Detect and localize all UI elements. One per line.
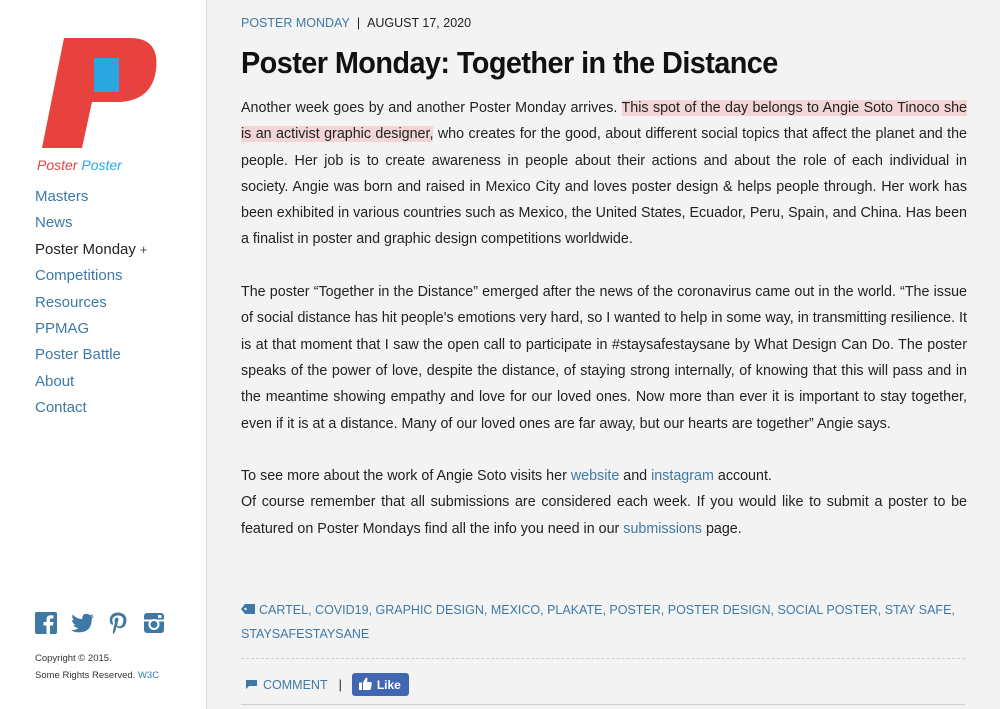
tag-link[interactable]: STAY SAFE <box>884 603 952 617</box>
paragraph: The poster “Together in the Distance” emerged after the news of the coronavirus came out in the world. “The issue of social distance has hit people's emotions very hard, so I wanted to help in some way, in transmitting resilience. It is at that moment that I saw the open call to participate in #staysafestaysane by What Design Can Do. The poster speaks of the power of love, despite the distance, of staying strong internally, of knowing that this will pass and in the meantime showing empathy and love for our loved ones. Now more than ever it is important to stay together, even if it is at a distance. Many of our loved ones are far away, but our hearts are together” Angie says. <box>241 284 967 432</box>
divider <box>241 658 965 659</box>
facebook-icon[interactable] <box>35 612 59 634</box>
tag-link[interactable]: POSTER <box>609 603 661 617</box>
comment-link[interactable]: COMMENT <box>263 677 328 692</box>
nav-item-about[interactable] <box>35 372 147 398</box>
tag-list: CARTEL, COVID19, GRAPHIC DESIGN, MEXICO, PLAKATE, POSTER, POSTER DESIGN, SOCIAL POSTER, STAY SAFE, STAYSAFESTAYSANE <box>241 598 967 646</box>
nav-item-poster-battle[interactable] <box>35 345 147 371</box>
rights-text: Some Rights Reserved. <box>35 670 136 681</box>
nav-item-contact[interactable] <box>35 398 147 424</box>
logo-word-2: Poster <box>81 157 122 173</box>
copyright-notice <box>35 650 159 684</box>
post-date: AUGUST 17, 2020 <box>367 16 472 30</box>
post-title: Poster Monday: Together in the Distance <box>241 45 778 80</box>
tag-link[interactable]: GRAPHIC DESIGN <box>375 603 484 617</box>
nav-item-ppmag[interactable] <box>35 319 147 345</box>
nav-link[interactable]: Poster Battle <box>35 346 121 364</box>
category-link[interactable]: POSTER MONDAY <box>241 16 350 30</box>
nav-link[interactable]: News <box>35 214 73 232</box>
post-body <box>241 95 967 568</box>
paragraph-text: page. <box>701 520 742 537</box>
copyright-line: Copyright © 2015. <box>35 653 112 664</box>
tag-link[interactable]: MEXICO <box>490 603 541 617</box>
paragraph-text: who creates for the good, about different social topics that affect the planet and the people. Her job is to create awareness in people about their actions and about the role of each individual in society. Angie was born and raised in Mexico City and loves poster design & helps people through. Her work has been exhibited in various countries such as Mexico, the United States, Ecuador, Peru, Spain, and China. Has been a finalist in poster and graphic design competitions worldwide. <box>241 126 967 248</box>
paragraph-text: Of course remember that all submissions are considered each week. If you would like to submit a poster to be featured on Poster Mondays find all the info you need in our <box>241 494 967 537</box>
paragraph <box>241 463 967 489</box>
nav-link[interactable]: About <box>35 372 75 390</box>
paragraph <box>241 489 967 542</box>
submissions-link[interactable]: submissions <box>623 520 702 537</box>
main-nav <box>35 187 147 425</box>
twitter-icon[interactable] <box>71 612 95 634</box>
nav-item-resources[interactable] <box>35 293 147 319</box>
nav-link[interactable]: PPMAG <box>35 319 90 337</box>
action-separator: | <box>338 677 342 692</box>
tag-link[interactable]: COVID19 <box>315 603 369 617</box>
facebook-like-button[interactable] <box>352 673 409 696</box>
paragraph-text: and <box>619 468 652 485</box>
nav-item-poster-monday[interactable] <box>35 240 147 266</box>
nav-item-masters[interactable] <box>35 187 147 213</box>
paragraph-text: Another week goes by and another Poster Monday arrives. <box>241 100 622 116</box>
bottom-border <box>241 704 965 705</box>
tag-link[interactable]: STAYSAFESTAYSANE <box>241 627 370 641</box>
nav-item-competitions[interactable] <box>35 266 147 292</box>
nav-link[interactable]: Resources <box>35 293 107 311</box>
tag-link[interactable]: PLAKATE <box>547 603 603 617</box>
post-meta <box>241 16 471 30</box>
paragraph <box>241 95 967 253</box>
nav-link[interactable]: Poster Monday <box>35 240 136 258</box>
post-actions <box>245 673 409 696</box>
meta-separator: | <box>356 16 361 30</box>
nav-link[interactable]: Contact <box>35 399 87 417</box>
comment-icon <box>245 679 258 690</box>
highlighted-text: This spot of the day belongs to Angie Soto Tinoco she is an activist graphic designer, <box>241 100 967 143</box>
thumbs-up-icon <box>359 677 372 693</box>
social-links <box>35 612 167 634</box>
instagram-link[interactable]: instagram <box>651 468 714 485</box>
w3c-link[interactable]: W3C <box>137 670 160 681</box>
tag-icon <box>241 599 255 611</box>
instagram-icon[interactable] <box>143 612 167 634</box>
paragraph-text: account. <box>713 468 772 485</box>
sidebar <box>0 0 207 709</box>
expand-plus-icon[interactable]: + <box>139 241 148 257</box>
like-label: Like <box>376 677 401 692</box>
site-logo[interactable] <box>42 38 162 150</box>
nav-link[interactable]: Masters <box>35 188 89 205</box>
pinterest-icon[interactable] <box>107 612 131 634</box>
nav-item-news[interactable] <box>35 213 147 239</box>
paragraph-text: To see more about the work of Angie Soto visits her <box>241 468 571 485</box>
nav-link[interactable]: Competitions <box>35 267 123 285</box>
logo-word-1: Poster <box>37 157 78 173</box>
website-link[interactable]: website <box>570 468 620 485</box>
tag-link[interactable]: POSTER DESIGN <box>667 603 771 617</box>
tag-link[interactable]: CARTEL <box>259 603 309 617</box>
rights-line <box>35 667 159 684</box>
site-logo-text[interactable] <box>37 157 122 173</box>
tag-link[interactable]: SOCIAL POSTER <box>777 603 878 617</box>
